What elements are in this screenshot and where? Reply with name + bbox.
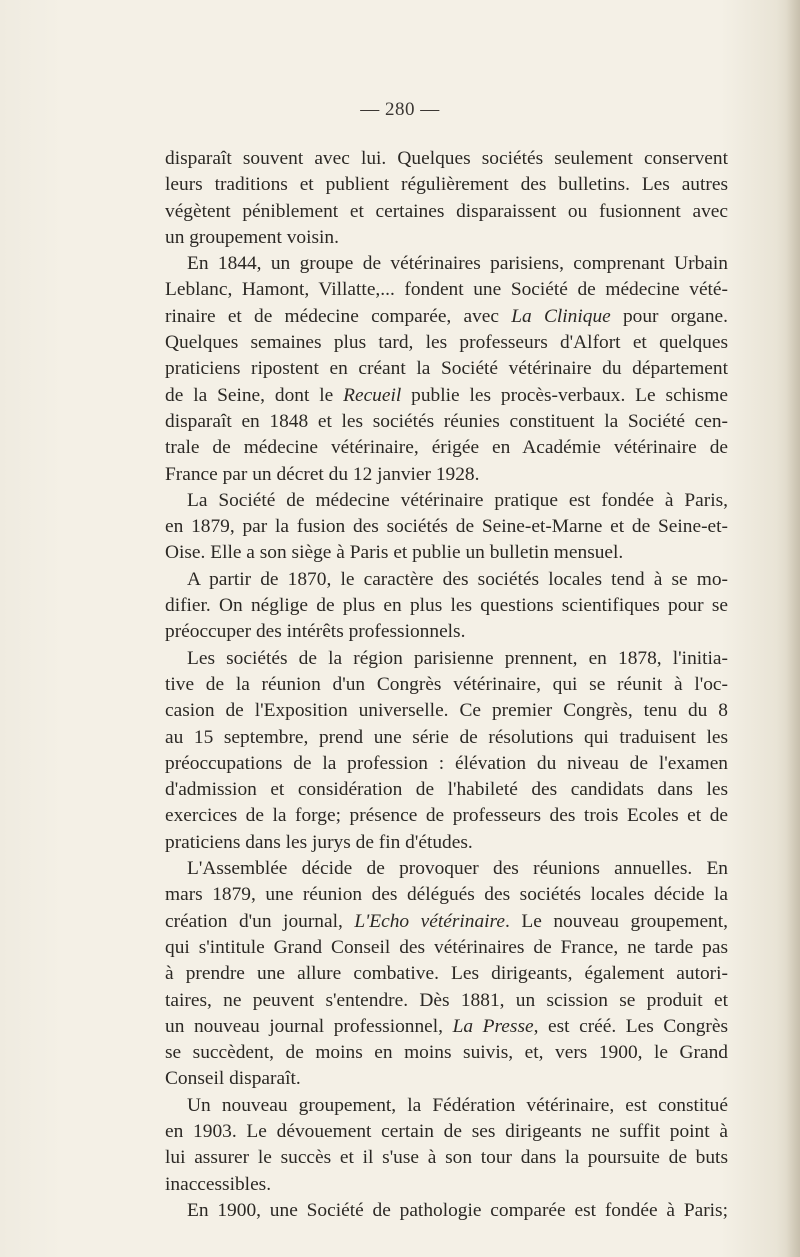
line-text: qui s'intitule Grand Conseil des vétérinaires de France, ne tarde pas <box>165 936 728 958</box>
line-text: A partir de 1870, le caractère des sociétés locales tend à se mo- <box>187 568 728 590</box>
text-line <box>165 277 728 303</box>
text-line <box>165 961 728 987</box>
line-text-after: publie les procès-verbaux. Le schisme <box>401 384 728 406</box>
line-text: disparaît souvent avec lui. Quelques sociétés seulement conservent <box>165 148 728 169</box>
line-text: d'admission et considération de l'habileté des candidats dans les <box>165 779 728 801</box>
text-line <box>165 882 728 908</box>
line-text: en 1903. Le dévouement certain de ses dirigeants ne suffit point à <box>165 1120 728 1142</box>
text-line <box>165 488 728 514</box>
text-line <box>165 251 728 277</box>
text-line <box>165 777 728 803</box>
text-line <box>165 593 728 619</box>
line-text: préoccuper des intérêts professionnels. <box>165 621 466 643</box>
paragraph <box>165 646 728 856</box>
line-text: France par un décret du 12 janvier 1928. <box>165 463 480 485</box>
text-line <box>165 646 728 672</box>
text-line <box>165 1145 728 1171</box>
italic-title: L'Echo vétérinaire <box>354 910 505 932</box>
page-number: — 280 — <box>360 99 440 120</box>
line-text-after: , est créé. Les Congrès <box>533 1015 728 1037</box>
paragraph <box>165 146 728 251</box>
line-text: taires, ne peuvent s'entendre. Dès 1881, un scission se produit et <box>165 989 728 1011</box>
line-text: tive de la réunion d'un Congrès vétérinaire, qui se réunit à l'oc- <box>165 673 728 695</box>
line-text: Quelques semaines plus tard, les professeurs d'Alfort et quelques <box>165 332 728 354</box>
paragraph <box>165 567 728 646</box>
text-line <box>165 856 728 882</box>
text-line <box>165 751 728 777</box>
line-text: difier. On néglige de plus en plus les questions scientifiques pour se <box>165 595 728 617</box>
line-text: leurs traditions et publient régulièrement des bulletins. Les autres <box>165 174 728 196</box>
line-text: lui assurer le succès et il s'use à son tour dans la poursuite de buts <box>165 1147 728 1169</box>
line-text: En 1844, un groupe de vétérinaires parisiens, comprenant Urbain <box>187 253 728 275</box>
line-text: Oise. Elle a son siège à Paris et publie un bulletin mensuel. <box>165 542 624 564</box>
line-text: rinaire et de médecine comparée, avec <box>165 305 512 327</box>
page-edge-shadow <box>786 0 800 1257</box>
line-text: Les sociétés de la région parisienne prennent, en 1878, l'initia- <box>187 647 728 669</box>
text-line <box>165 330 728 356</box>
line-text: se succèdent, de moins en moins suivis, et, vers 1900, le Grand <box>165 1042 728 1064</box>
text-line <box>165 199 728 225</box>
text-line <box>165 1066 728 1092</box>
line-text: casion de l'Exposition universelle. Ce premier Congrès, tenu du 8 <box>165 700 728 722</box>
line-text-after: pour organe. <box>610 305 728 327</box>
line-text: disparaît en 1848 et les sociétés réunies constituent la Société cen- <box>165 410 728 432</box>
paragraph <box>165 1198 728 1224</box>
text-line <box>165 1119 728 1145</box>
text-line <box>165 146 728 172</box>
line-text: praticiens dans les jurys de fin d'études. <box>165 831 473 853</box>
italic-title: La Presse <box>452 1015 534 1037</box>
line-text: Conseil disparaît. <box>165 1068 301 1090</box>
text-line <box>165 540 728 566</box>
paragraph <box>165 488 728 567</box>
line-text: de la Seine, dont le <box>165 384 344 406</box>
line-text: L'Assemblée décide de provoquer des réunions annuelles. En <box>187 858 728 880</box>
line-text: au 15 septembre, prend une série de résolutions qui traduisent les <box>165 726 728 748</box>
line-text: mars 1879, une réunion des délégués des sociétés locales décide la <box>165 884 728 906</box>
line-text: à prendre une allure combative. Les dirigeants, également autori- <box>165 963 728 985</box>
line-text: En 1900, une Société de pathologie comparée est fondée à Paris; <box>187 1199 728 1221</box>
line-text: inaccessibles. <box>165 1173 272 1195</box>
line-text-after: . Le nouveau groupement, <box>504 910 728 932</box>
text-line <box>165 830 728 856</box>
body-text <box>165 146 728 1224</box>
line-text: en 1879, par la fusion des sociétés de Seine-et-Marne et de Seine-et- <box>165 516 728 538</box>
line-text: un groupement voisin. <box>165 226 339 248</box>
text-line <box>165 462 728 488</box>
text-line <box>165 1172 728 1198</box>
text-line <box>165 172 728 198</box>
text-line <box>165 304 728 330</box>
line-text: trale de médecine vétérinaire, érigée en Académie vétérinaire de <box>165 437 728 459</box>
line-text: Leblanc, Hamont, Villatte,... fondent une Société de médecine vété- <box>165 279 728 301</box>
line-text: un nouveau journal professionnel, <box>165 1015 453 1037</box>
text-line <box>165 803 728 829</box>
text-line <box>165 225 728 251</box>
text-line <box>165 698 728 724</box>
italic-title: La Clinique <box>511 305 611 327</box>
text-line <box>165 988 728 1014</box>
italic-title: Recueil <box>343 384 402 406</box>
text-line <box>165 409 728 435</box>
line-text: végètent péniblement et certaines disparaissent ou fusionnent avec <box>165 200 728 222</box>
line-text: Un nouveau groupement, la Fédération vétérinaire, est constitué <box>187 1094 728 1116</box>
line-text: création d'un journal, <box>165 910 355 932</box>
line-text: La Société de médecine vétérinaire pratique est fondée à Paris, <box>187 489 728 511</box>
paragraph <box>165 251 728 488</box>
line-text: préoccupations de la profession : élévation du niveau de l'examen <box>165 752 728 774</box>
text-line <box>165 725 728 751</box>
text-line <box>165 1014 728 1040</box>
text-line <box>165 935 728 961</box>
line-text: praticiens ripostent en créant la Société vétérinaire du département <box>165 358 728 380</box>
paragraph <box>165 856 728 1093</box>
line-text: exercices de la forge; présence de professeurs des trois Ecoles et de <box>165 805 728 827</box>
text-line <box>165 1040 728 1066</box>
text-line <box>165 619 728 645</box>
paragraph <box>165 1093 728 1198</box>
text-line <box>165 909 728 935</box>
text-line <box>165 356 728 382</box>
text-line <box>165 567 728 593</box>
text-line <box>165 1198 728 1224</box>
text-line <box>165 672 728 698</box>
text-line <box>165 383 728 409</box>
text-line <box>165 435 728 461</box>
text-line <box>165 514 728 540</box>
text-line <box>165 1093 728 1119</box>
